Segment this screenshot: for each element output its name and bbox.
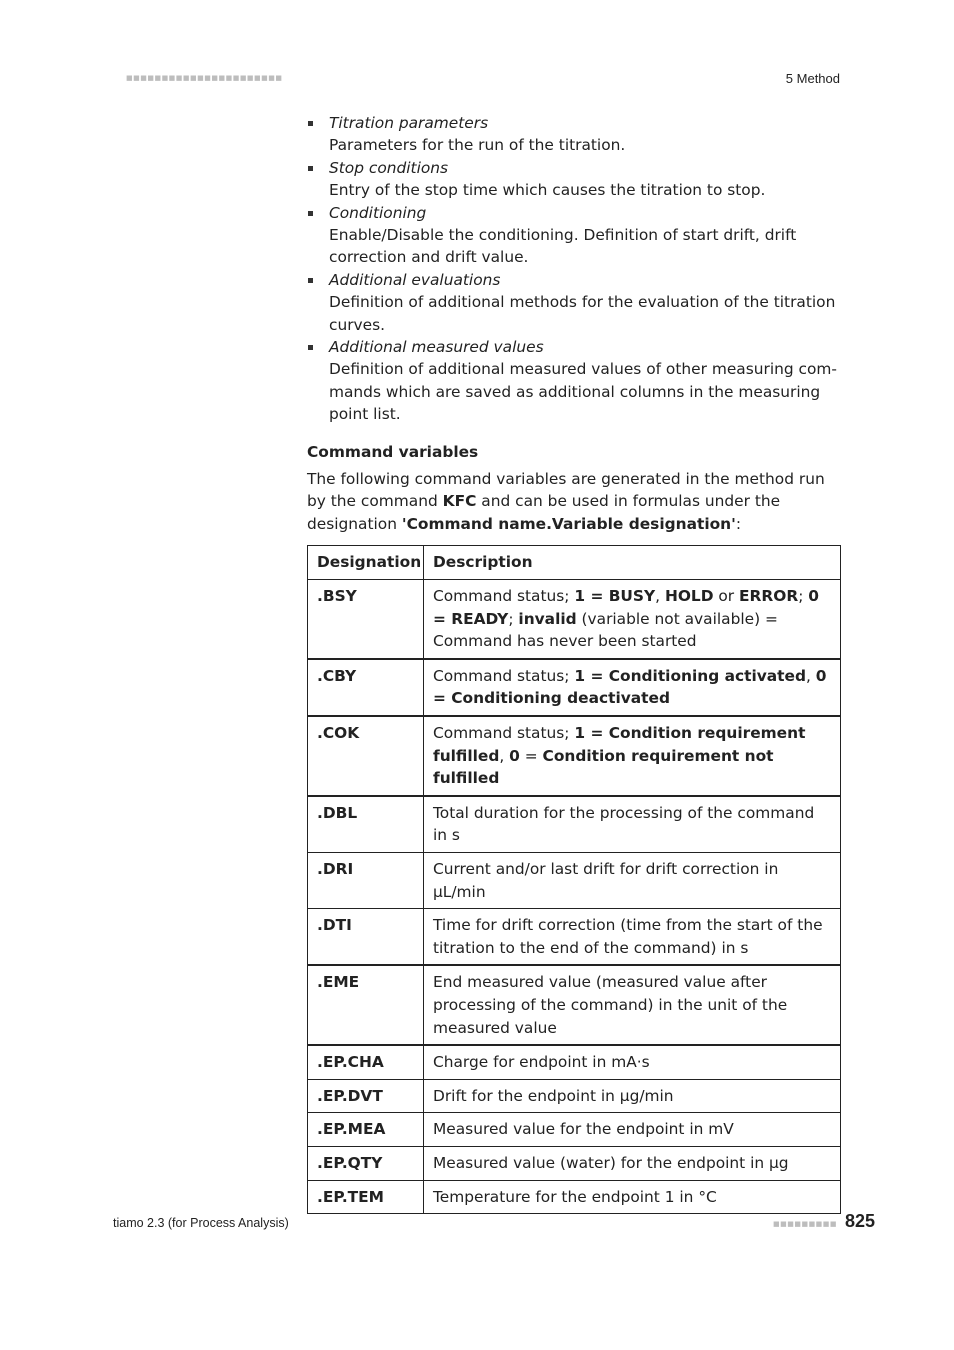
table-row xyxy=(308,1146,841,1180)
list-item xyxy=(307,112,841,157)
description-text: Measured value for the endpoint in mV xyxy=(433,1120,734,1139)
variable-description xyxy=(424,716,841,796)
description-text: Charge for endpoint in mA·s xyxy=(433,1053,650,1072)
description-emphasis: 1 = Condition requirement fulfilled xyxy=(433,724,806,765)
variable-description xyxy=(424,965,841,1045)
table-row xyxy=(308,1113,841,1147)
command-name: KFC xyxy=(442,492,477,511)
table-row xyxy=(308,1180,841,1214)
description-text: , xyxy=(499,746,510,765)
list-item-description: Entry of the stop time which causes the titration to stop. xyxy=(329,181,766,200)
variable-designation: .EP.DVT xyxy=(308,1079,424,1113)
variable-designation: .EME xyxy=(308,965,424,1045)
table-row xyxy=(308,853,841,909)
description-text: Command status; xyxy=(433,587,575,606)
table-row xyxy=(308,1045,841,1079)
description-text: or xyxy=(713,587,740,606)
description-emphasis: Condition requirement not fulfilled xyxy=(433,746,774,788)
command-variables-table xyxy=(307,545,841,1214)
bullet-square-icon xyxy=(308,345,313,350)
variable-description xyxy=(424,853,841,909)
list-item-title: Conditioning xyxy=(329,203,427,222)
variable-description xyxy=(424,1146,841,1180)
bullet-square-icon xyxy=(308,278,313,283)
variable-description xyxy=(424,580,841,659)
description-text: , xyxy=(655,587,665,606)
variable-description xyxy=(424,1045,841,1079)
bullet-square-icon xyxy=(308,211,313,216)
table-row xyxy=(308,965,841,1045)
variable-designation: .EP.MEA xyxy=(308,1113,424,1147)
parameter-list xyxy=(307,112,841,426)
description-text: (variable not available) = Command has never been started xyxy=(433,609,778,651)
description-text: , xyxy=(805,666,816,685)
intro-text: and can be used in formulas under the designation xyxy=(307,492,781,533)
table-body xyxy=(308,580,841,1214)
page-content xyxy=(307,112,841,1214)
list-item-description: Definition of additional methods for the evaluation of the titration curves. xyxy=(329,293,836,334)
variable-designation: .DBL xyxy=(308,796,424,853)
table-row xyxy=(308,659,841,716)
column-header-description: Description xyxy=(424,546,841,580)
description-text: Command status; xyxy=(433,666,575,685)
description-emphasis: 0 = READY xyxy=(433,587,819,628)
table-header-row xyxy=(308,546,841,580)
list-item xyxy=(307,202,841,269)
description-text: End measured value (measured value after processing of the command) in the unit of the measured value xyxy=(433,973,788,1037)
description-emphasis: 1 = BUSY xyxy=(574,587,656,606)
description-text: ; xyxy=(798,587,809,606)
table-row xyxy=(308,796,841,853)
table-row xyxy=(308,716,841,796)
variable-designation: .DRI xyxy=(308,853,424,909)
table-row xyxy=(308,580,841,659)
intro-text: The following command variables are generated in the method run by the command xyxy=(307,469,825,511)
section-intro xyxy=(307,468,839,536)
variable-description xyxy=(424,909,841,966)
description-text: = xyxy=(519,746,543,765)
footer-decoration: ■■■■■■■■■ xyxy=(773,1220,838,1228)
intro-text: : xyxy=(735,514,742,533)
list-item-title: Stop conditions xyxy=(329,158,449,177)
list-item-description: Parameters for the run of the titration. xyxy=(329,136,626,155)
description-text: Measured value (water) for the endpoint in µg xyxy=(433,1153,789,1172)
list-item-description: Enable/Disable the conditioning. Definition of start drift, drift correction and drift value. xyxy=(329,226,797,267)
description-emphasis: 0 xyxy=(509,746,520,765)
table-row xyxy=(308,909,841,966)
list-item-description: Definition of additional measured values of other measuring commands which are saved as additional columns in the measuring point list. xyxy=(329,360,837,424)
list-item xyxy=(307,269,841,336)
variable-designation: .DTI xyxy=(308,909,424,966)
list-item-title: Additional measured values xyxy=(329,338,544,357)
variable-description xyxy=(424,1113,841,1147)
footer-product: tiamo 2.3 (for Process Analysis) xyxy=(113,1216,289,1230)
description-emphasis: invalid xyxy=(518,609,577,628)
variable-designation: .CBY xyxy=(308,659,424,716)
description-emphasis: 0 = Conditioning deactivated xyxy=(433,666,827,708)
column-header-designation: Designation xyxy=(308,546,424,580)
variable-designation: .EP.CHA xyxy=(308,1045,424,1079)
list-item xyxy=(307,157,841,202)
description-text: ; xyxy=(508,609,519,628)
header-decoration: ■■■■■■■■■■■■■■■■■■■■■■ xyxy=(126,74,283,82)
bullet-square-icon xyxy=(308,121,313,126)
description-text: Temperature for the endpoint 1 in °C xyxy=(433,1187,717,1206)
variable-designation: .COK xyxy=(308,716,424,796)
section-heading: Command variables xyxy=(307,442,479,461)
variable-designation: .EP.QTY xyxy=(308,1146,424,1180)
list-item xyxy=(307,336,841,426)
description-text: Command status; xyxy=(433,724,575,743)
variable-designation: .BSY xyxy=(308,580,424,659)
variable-description xyxy=(424,659,841,716)
variable-designation: .EP.TEM xyxy=(308,1180,424,1214)
list-item-title: Additional evaluations xyxy=(329,270,501,289)
description-text: Time for drift correction (time from the start of the titration to the end of the command) in s xyxy=(433,916,823,957)
table-row xyxy=(308,1079,841,1113)
header-section-title: 5 Method xyxy=(785,71,840,86)
list-item-title: Titration parameters xyxy=(329,114,489,132)
description-text: Current and/or last drift for drift correction in µL/min xyxy=(433,860,779,901)
bullet-square-icon xyxy=(308,166,313,171)
variable-description xyxy=(424,1079,841,1113)
description-text: Total duration for the processing of the command in s xyxy=(433,803,815,845)
description-text: Drift for the endpoint in µg/min xyxy=(433,1086,674,1105)
variable-description xyxy=(424,796,841,853)
description-emphasis: HOLD xyxy=(664,587,714,606)
page-number: 825 xyxy=(845,1211,876,1231)
description-emphasis: 1 = Conditioning activated xyxy=(574,666,806,685)
description-emphasis: ERROR xyxy=(739,587,799,606)
variable-description xyxy=(424,1180,841,1214)
designation-format: 'Command name.Variable designation' xyxy=(401,514,736,533)
